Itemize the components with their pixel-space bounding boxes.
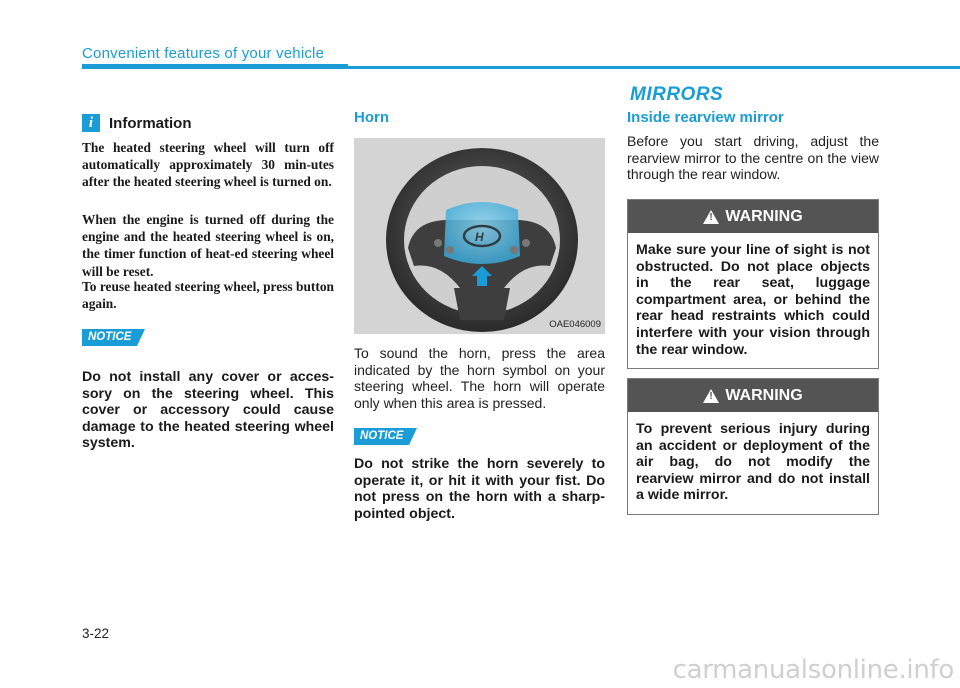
warning-triangle-icon: ! <box>703 210 719 224</box>
footer-watermark[interactable]: carmanualsonline.info <box>672 655 954 685</box>
info-icon: i <box>82 114 100 132</box>
horn-text: To sound the horn, press the area indicated by the horn symbol on your steering wheel. The horn will operate only when this area is pressed. <box>354 345 605 411</box>
warning-text-2: To prevent serious injury during an accident or deployment of the air bag, do not modify the rearview mirror and do not install a wide mirror. <box>636 421 870 504</box>
mirrors-heading: MIRRORS <box>630 84 724 105</box>
warning-label-2: WARNING <box>725 386 803 404</box>
header-rule-accent <box>82 64 348 69</box>
info-paragraph-2: When the engine is turned off during the engine and the heated steering wheel is on, the timer function of heat-ed steering wheel will be reset. <box>82 212 334 279</box>
information-heading <box>82 114 192 132</box>
header-title: Convenient features of your vehicle <box>82 45 325 62</box>
warning-box-1 <box>627 199 879 369</box>
notice-badge-2: NOTICE <box>354 428 409 445</box>
page-number: 3-22 <box>82 626 110 641</box>
notice-badge-1: NOTICE <box>82 329 137 346</box>
notice-text-2: Do not strike the horn severely to operate it, or hit it with your fist. Do not press on the horn with a sharp-pointed object. <box>354 456 605 522</box>
warning-header-1 <box>628 200 878 233</box>
inside-rearview-mirror-heading: Inside rearview mirror <box>627 109 784 126</box>
warning-text-1: Make sure your line of sight is not obstructed. Do not place objects in the rear seat, luggage compartment area, or behind the rear head restraints which could interfere with your vision through the rear window. <box>636 242 870 358</box>
steering-wheel-illustration <box>354 138 605 334</box>
information-title: Information <box>109 114 192 132</box>
warning-label-1: WARNING <box>725 207 803 225</box>
mirror-text: Before you start driving, adjust the rearview mirror to the centre on the view through the rear window. <box>627 133 879 183</box>
steering-wheel-figure <box>354 138 605 334</box>
svg-text:H: H <box>475 230 484 244</box>
info-paragraph-1: The heated steering wheel will turn off automatically approximately 30 min-utes after the heated steering wheel is turned on. <box>82 140 334 190</box>
figure-code: OAE046009 <box>549 319 601 330</box>
info-paragraph-3: To reuse heated steering wheel, press button again. <box>82 279 334 312</box>
warning-triangle-icon: ! <box>703 389 719 403</box>
notice-text-1: Do not install any cover or acces-sory on the steering wheel. This cover or accessory could cause damage to the heated steering wheel system. <box>82 369 334 452</box>
warning-box-2 <box>627 378 879 515</box>
warning-header-2 <box>628 379 878 412</box>
horn-heading: Horn <box>354 109 389 126</box>
